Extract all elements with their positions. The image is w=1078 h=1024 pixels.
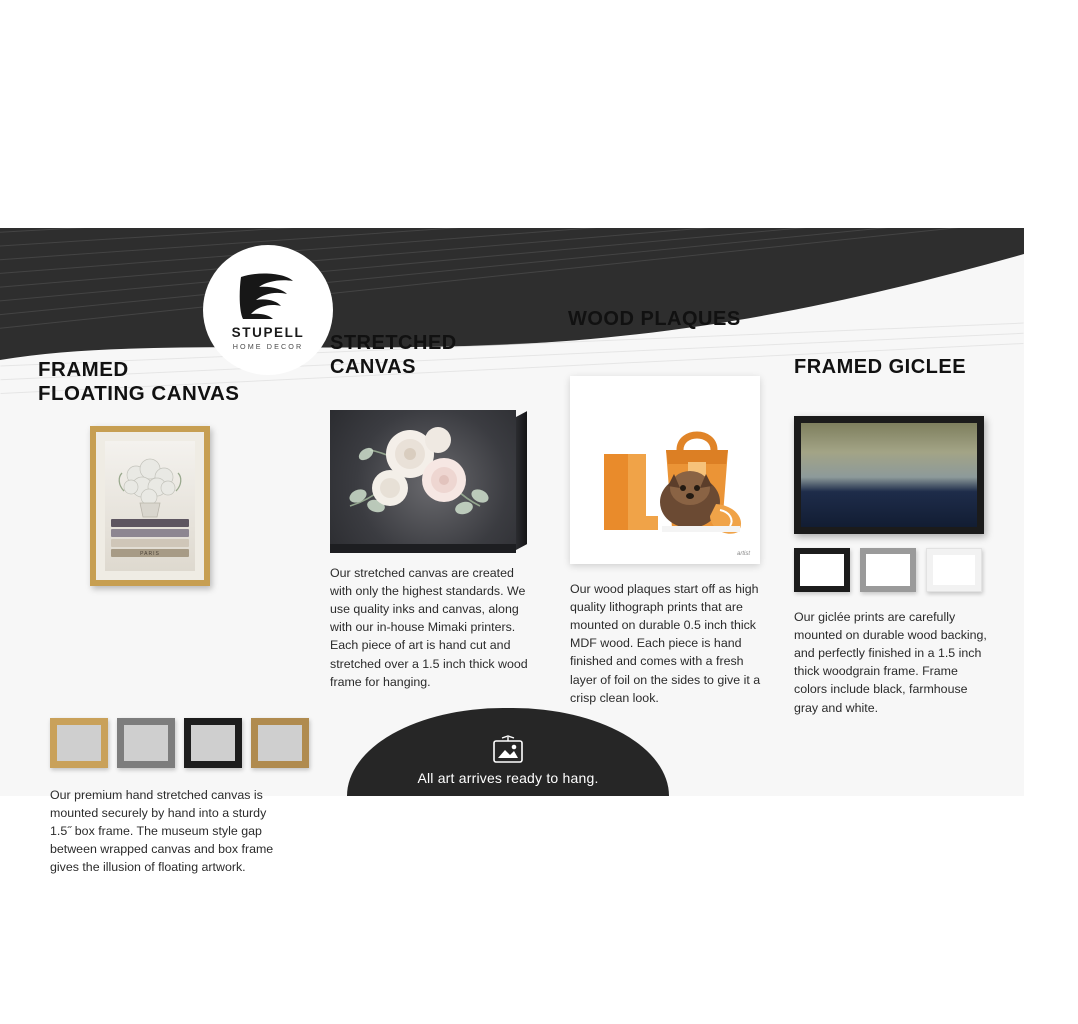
woodgrain-frame-swatch[interactable] — [251, 718, 309, 768]
gold-box-frame — [90, 426, 210, 586]
swan-logo-icon — [237, 269, 299, 321]
black-frame-swatch[interactable] — [184, 718, 242, 768]
frame-color-swatches — [50, 718, 309, 768]
section-title-line2: CANVAS — [330, 355, 416, 378]
section-title — [38, 358, 300, 406]
white-roses-illustration — [330, 410, 516, 544]
section-framed-giclee — [794, 356, 994, 715]
artwork-caption: PARIS — [140, 551, 160, 557]
framed-floating-canvas-artwork — [90, 426, 210, 586]
canvas-bottom-edge — [330, 544, 516, 553]
ready-to-hang-ribbon — [347, 708, 669, 796]
section-title-line1: STRETCHED — [330, 332, 457, 354]
canvas-front-face — [330, 410, 516, 544]
gray-frame-swatch[interactable] — [117, 718, 175, 768]
gold-frame-swatch[interactable] — [50, 718, 108, 768]
black-frame-option[interactable] — [794, 548, 850, 592]
brand-logo-badge — [203, 245, 333, 375]
section-title — [330, 332, 540, 379]
stretched-canvas-artwork — [330, 410, 526, 550]
yorkie-handbag-illustration — [570, 376, 760, 564]
brand-name: STUPELL — [231, 325, 305, 340]
infographic-panel — [0, 228, 1024, 875]
section-title-line1: FRAMED GICLEE — [794, 356, 967, 378]
artwork-signature: artist — [736, 551, 750, 557]
canvas-surface — [105, 441, 195, 571]
picture-frame-icon — [491, 736, 525, 764]
white-frame-option[interactable] — [926, 548, 982, 592]
section-title-line2: FLOATING CANVAS — [38, 382, 240, 406]
framed-giclee-artwork — [794, 416, 984, 534]
section-description: Our premium hand stretched canvas is mounted securely by hand into a sturdy 1.5˝ box frame. The museum style gap between wrapped canvas and box frame gives the illusion of floating artwork. — [50, 788, 274, 875]
canvas-side-edge — [516, 411, 527, 550]
gray-frame-option[interactable] — [860, 548, 916, 592]
section-description: Our stretched canvas are created with only the highest standards. We use quality inks and canvas, along with our in-house Mimaki printers. Each piece of art is hand cut and stretched over a 1.5 inch thick wood frame for hanging. — [330, 566, 528, 689]
section-wood-plaques — [568, 308, 768, 705]
section-title-line1: WOOD PLAQUES — [568, 308, 741, 330]
section-title — [568, 308, 768, 332]
section-title-line1: FRAMED — [38, 358, 129, 381]
section-description: Our giclée prints are carefully mounted on durable wood backing, and perfectly finished in a 1.5 inch thick woodgrain frame. Frame colors include black, farmhouse gray and white. — [794, 610, 987, 715]
ribbon-text: All art arrives ready to hang. — [417, 770, 599, 786]
section-framed-floating-canvas — [38, 358, 300, 875]
wood-plaque-artwork — [570, 376, 760, 564]
giclee-frame-options — [794, 548, 982, 592]
section-description: Our wood plaques start off as high quality lithograph prints that are mounted on durable 0.5 inch thick MDF wood. Each piece is hand finished and comes with a fresh layer of foil on the sides to give it a crisp clean look. — [570, 582, 761, 705]
section-stretched-canvas — [330, 332, 540, 689]
section-title — [794, 356, 994, 380]
brand-subtitle: HOME DECOR — [232, 342, 304, 351]
